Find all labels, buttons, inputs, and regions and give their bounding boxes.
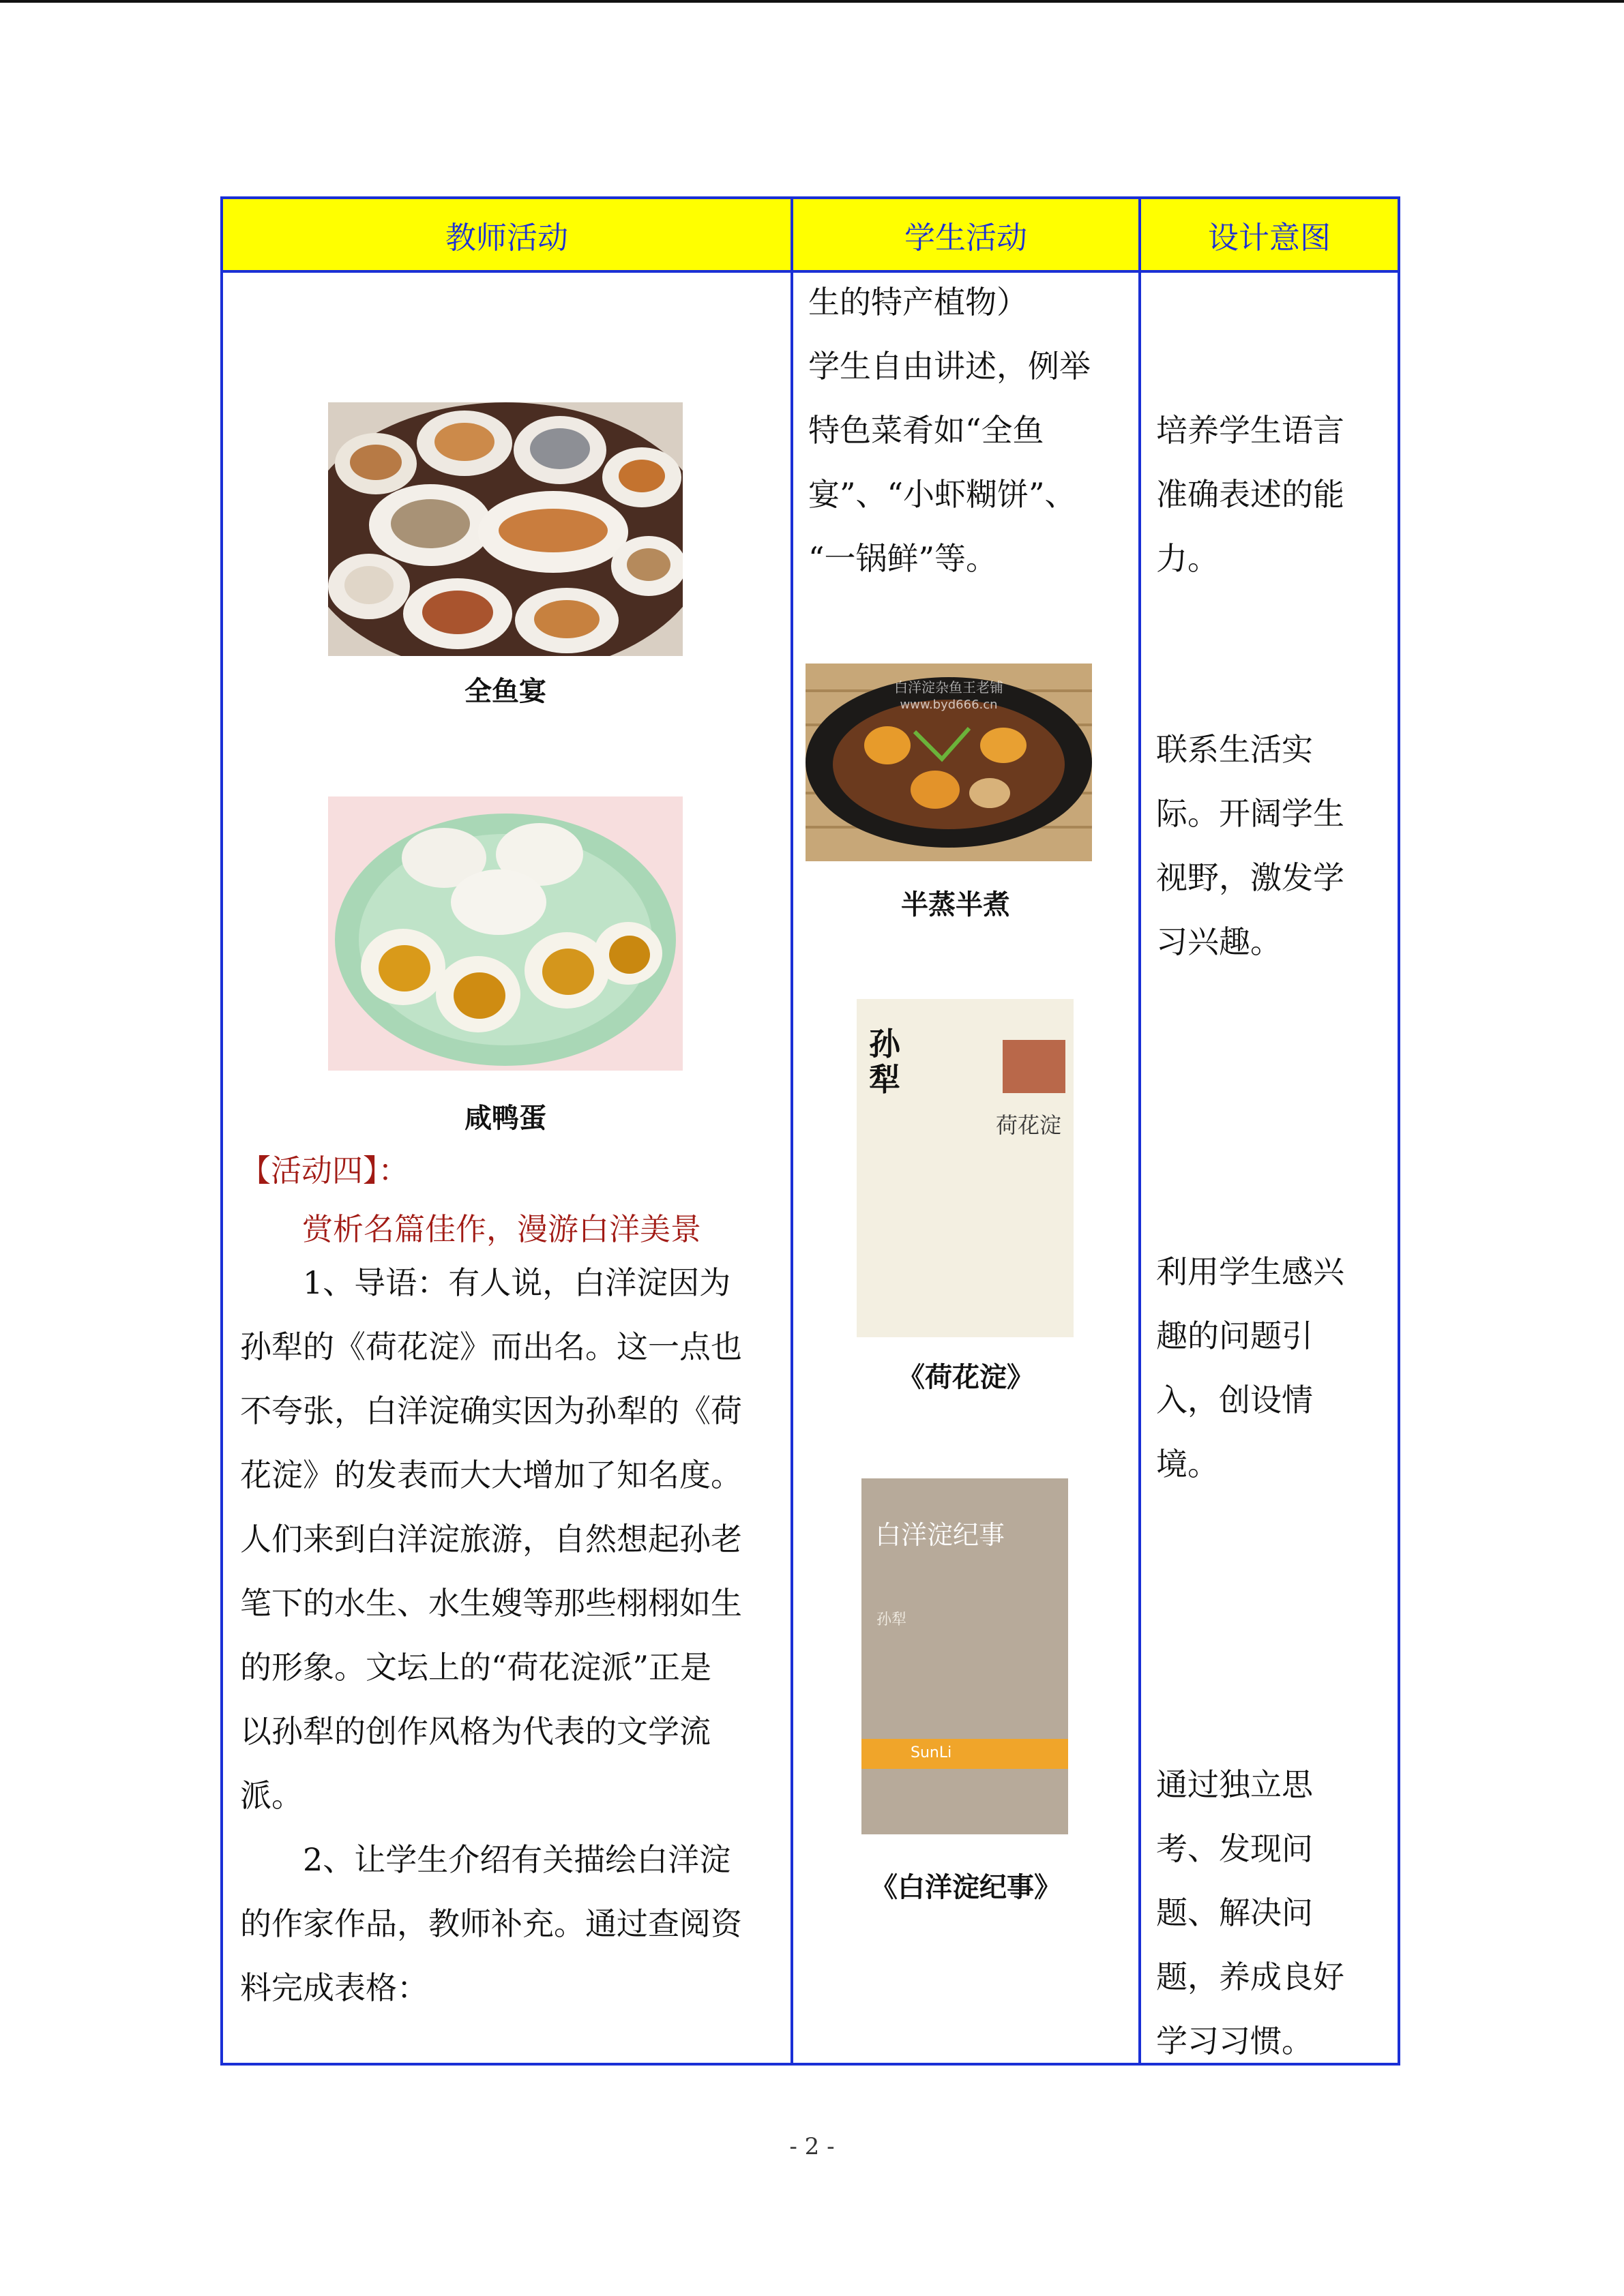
intro-line: 花淀》的发表而大大增加了知名度。 xyxy=(240,1457,742,1493)
intro-line: 派。 xyxy=(240,1777,303,1814)
design-line: 准确表述的能 xyxy=(1156,476,1344,513)
caption-book-baiyangdian-jishi: 《白洋淀纪事》 xyxy=(870,1872,1061,1903)
book1-title: 荷花淀 xyxy=(996,1112,1062,1138)
book2-author: 孙犁 xyxy=(876,1611,907,1628)
task-line: 的作家作品，教师补充。通过查阅资 xyxy=(240,1905,742,1942)
design-block-4 xyxy=(1156,1753,1388,2073)
intro-line: 1、导语：有人说，白洋淀因为 xyxy=(303,1264,731,1301)
header-student-activity: 学生活动 xyxy=(792,198,1140,271)
teacher-cell xyxy=(222,271,792,2064)
design-block-3 xyxy=(1156,1240,1388,1496)
stew-watermark-shop: 白洋淀杂鱼王老铺 xyxy=(894,679,1003,696)
fish-stew-image xyxy=(806,664,1092,861)
design-line: 境。 xyxy=(1156,1446,1219,1482)
activity-four-subtitle: 赏析名篇佳作，漫游白洋美景 xyxy=(302,1211,702,1247)
design-line: 入，创设情 xyxy=(1156,1382,1313,1418)
fish-feast-image xyxy=(328,402,683,656)
design-line: 题、解决问 xyxy=(1156,1894,1313,1931)
design-line: 学习习惯。 xyxy=(1156,2023,1313,2059)
student-cell xyxy=(792,271,1140,2064)
design-line: 视野，激发学 xyxy=(1156,859,1344,896)
task-line: 2、让学生介绍有关描绘白洋淀 xyxy=(303,1841,731,1878)
activity-four-title: 【活动四】： xyxy=(240,1152,409,1189)
design-line: 通过独立思 xyxy=(1156,1766,1313,1803)
design-line: 考、发现问 xyxy=(1156,1830,1313,1867)
caption-salted-duck-egg: 咸鸭蛋 xyxy=(464,1103,546,1134)
intro-line: 孙犁的《荷花淀》而出名。这一点也 xyxy=(240,1328,742,1365)
design-line: 题，养成良好 xyxy=(1156,1958,1344,1995)
student-line: 特色菜肴如“全鱼 xyxy=(808,412,1044,449)
stew-watermark-url: www.byd666.cn xyxy=(900,698,998,712)
book1-photo xyxy=(1003,1040,1065,1093)
intro-line: 的形象。文坛上的“荷花淀派”正是 xyxy=(240,1649,712,1686)
table-body-row xyxy=(222,271,1399,2064)
book2-title: 白洋淀纪事 xyxy=(875,1520,1005,1550)
caption-fish-stew: 半蒸半煮 xyxy=(901,889,1010,921)
student-line: 生的特产植物） xyxy=(808,284,1028,320)
design-line: 习兴趣。 xyxy=(1156,923,1282,960)
book1-author: 孙犁 xyxy=(869,1026,900,1098)
header-design-intent: 设计意图 xyxy=(1140,198,1399,271)
book-cover-hehuadian xyxy=(857,999,1074,1337)
design-block-1 xyxy=(1156,398,1388,591)
design-cell xyxy=(1140,271,1399,2064)
book2-band xyxy=(861,1739,1068,1769)
salted-duck-egg-image xyxy=(328,796,683,1071)
student-line: 宴”、“小虾糊饼”、 xyxy=(808,476,1076,513)
design-line: 际。开阔学生 xyxy=(1156,795,1344,832)
lesson-plan-table xyxy=(220,196,1400,2066)
book-cover-baiyangdian-jishi xyxy=(861,1478,1068,1834)
intro-line: 不夸张，白洋淀确实因为孙犁的《荷 xyxy=(240,1392,742,1429)
design-block-2 xyxy=(1156,717,1388,974)
design-line: 联系生活实 xyxy=(1156,731,1313,768)
design-line: 培养学生语言 xyxy=(1156,412,1344,449)
student-text xyxy=(808,270,1129,591)
design-line: 趣的问题引 xyxy=(1156,1317,1313,1354)
design-line: 利用学生感兴 xyxy=(1156,1253,1344,1290)
caption-fish-feast: 全鱼宴 xyxy=(464,676,546,707)
task-line: 料完成表格： xyxy=(240,1969,428,2006)
header-teacher-activity: 教师活动 xyxy=(222,198,792,271)
caption-book-hehuadian: 《荷花淀》 xyxy=(898,1362,1034,1393)
intro-paragraph xyxy=(240,1251,779,2020)
intro-line: 以孙犁的创作风格为代表的文学流 xyxy=(240,1713,711,1750)
intro-line: 人们来到白洋淀旅游，自然想起孙老 xyxy=(240,1521,742,1557)
table-header-row xyxy=(222,198,1399,271)
intro-line: 笔下的水生、水生嫂等那些栩栩如生 xyxy=(240,1585,742,1622)
design-line: 力。 xyxy=(1156,540,1219,577)
page-top-border xyxy=(0,0,1624,3)
student-line: “一锅鲜”等。 xyxy=(808,540,998,577)
student-line: 学生自由讲述，例举 xyxy=(808,348,1091,385)
page-number: - 2 - xyxy=(789,2133,835,2160)
book2-band-label: SunLi xyxy=(911,1744,952,1761)
